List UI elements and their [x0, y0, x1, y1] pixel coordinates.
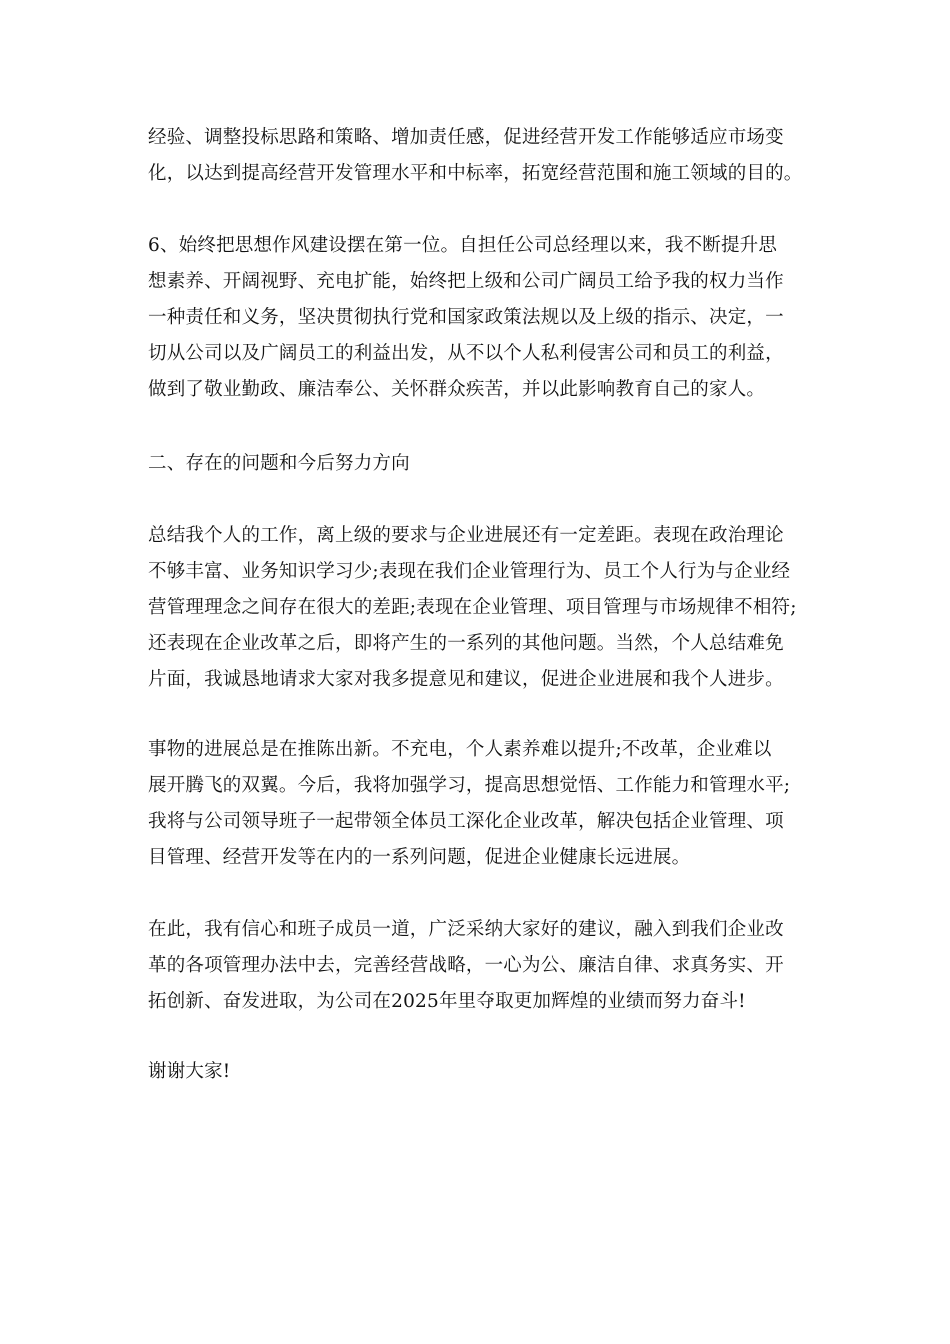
text-line: 目管理、经营开发等在内的一系列问题，促进企业健康长远进展。: [148, 847, 691, 868]
text-line: 6、始终把思想作风建设摆在第一位。自担任公司总经理以来，我不断提升思: [148, 235, 778, 256]
text-line: 总结我个人的工作，离上级的要求与企业进展还有一定差距。表现在政治理论: [148, 525, 784, 546]
text-line: 营管理理念之间存在很大的差距;表现在企业管理、项目管理与市场规律不相符;: [148, 597, 797, 618]
text-line: 还表现在企业改革之后，即将产生的一系列的其他问题。当然，个人总结难免: [148, 633, 784, 654]
text-line: 拓创新、奋发进取，为公司在2025年里夺取更加辉煌的业绩而努力奋斗!: [148, 991, 746, 1012]
text-line: 不够丰富、业务知识学习少;表现在我们企业管理行为、员工个人行为与企业经: [148, 561, 791, 582]
paragraph-development: [148, 732, 808, 876]
text-line: 想素养、开阔视野、充电扩能，始终把上级和公司广阔员工给予我的权力当作: [148, 271, 784, 292]
text-line: 做到了敬业勤政、廉洁奉公、关怀群众疾苦，并以此影响教育自己的家人。: [148, 379, 766, 400]
text-line: 片面，我诚恳地请求大家对我多提意见和建议，促进企业进展和我个人进步。: [148, 669, 784, 690]
text-line: 革的各项管理办法中去，完善经营战略，一心为公、廉洁自律、求真务实、开: [148, 955, 784, 976]
text-line: 事物的进展总是在推陈出新。不充电，个人素养难以提升;不改革，企业难以: [148, 739, 772, 760]
paragraph-confidence: [148, 912, 808, 1020]
text-line: 在此，我有信心和班子成员一道，广泛采纳大家好的建议，融入到我们企业改: [148, 919, 784, 940]
section-heading-2: [148, 446, 808, 482]
text-line: 一种责任和义务，坚决贯彻执行党和国家政策法规以及上级的指示、决定，一: [148, 307, 784, 328]
paragraph-item-6: [148, 228, 808, 408]
heading-line: 二、存在的问题和今后努力方向: [148, 453, 410, 474]
text-line: 化，以达到提高经营开发管理水平和中标率，拓宽经营范围和施工领域的目的。: [148, 163, 803, 184]
paragraph-continued: [148, 120, 808, 192]
paragraph-thanks: [148, 1054, 808, 1090]
paragraph-summary: [148, 518, 808, 698]
text-line: 切从公司以及广阔员工的利益出发，从不以个人私利侵害公司和员工的利益，: [148, 343, 784, 364]
text-line: 我将与公司领导班子一起带领全体员工深化企业改革，解决包括企业管理、项: [148, 811, 784, 832]
text-line: 展开腾飞的双翼。今后，我将加强学习，提高思想觉悟、工作能力和管理水平;: [148, 775, 791, 796]
text-line: 经验、调整投标思路和策略、增加责任感，促进经营开发工作能够适应市场变: [148, 127, 784, 148]
text-line: 谢谢大家!: [148, 1061, 231, 1082]
